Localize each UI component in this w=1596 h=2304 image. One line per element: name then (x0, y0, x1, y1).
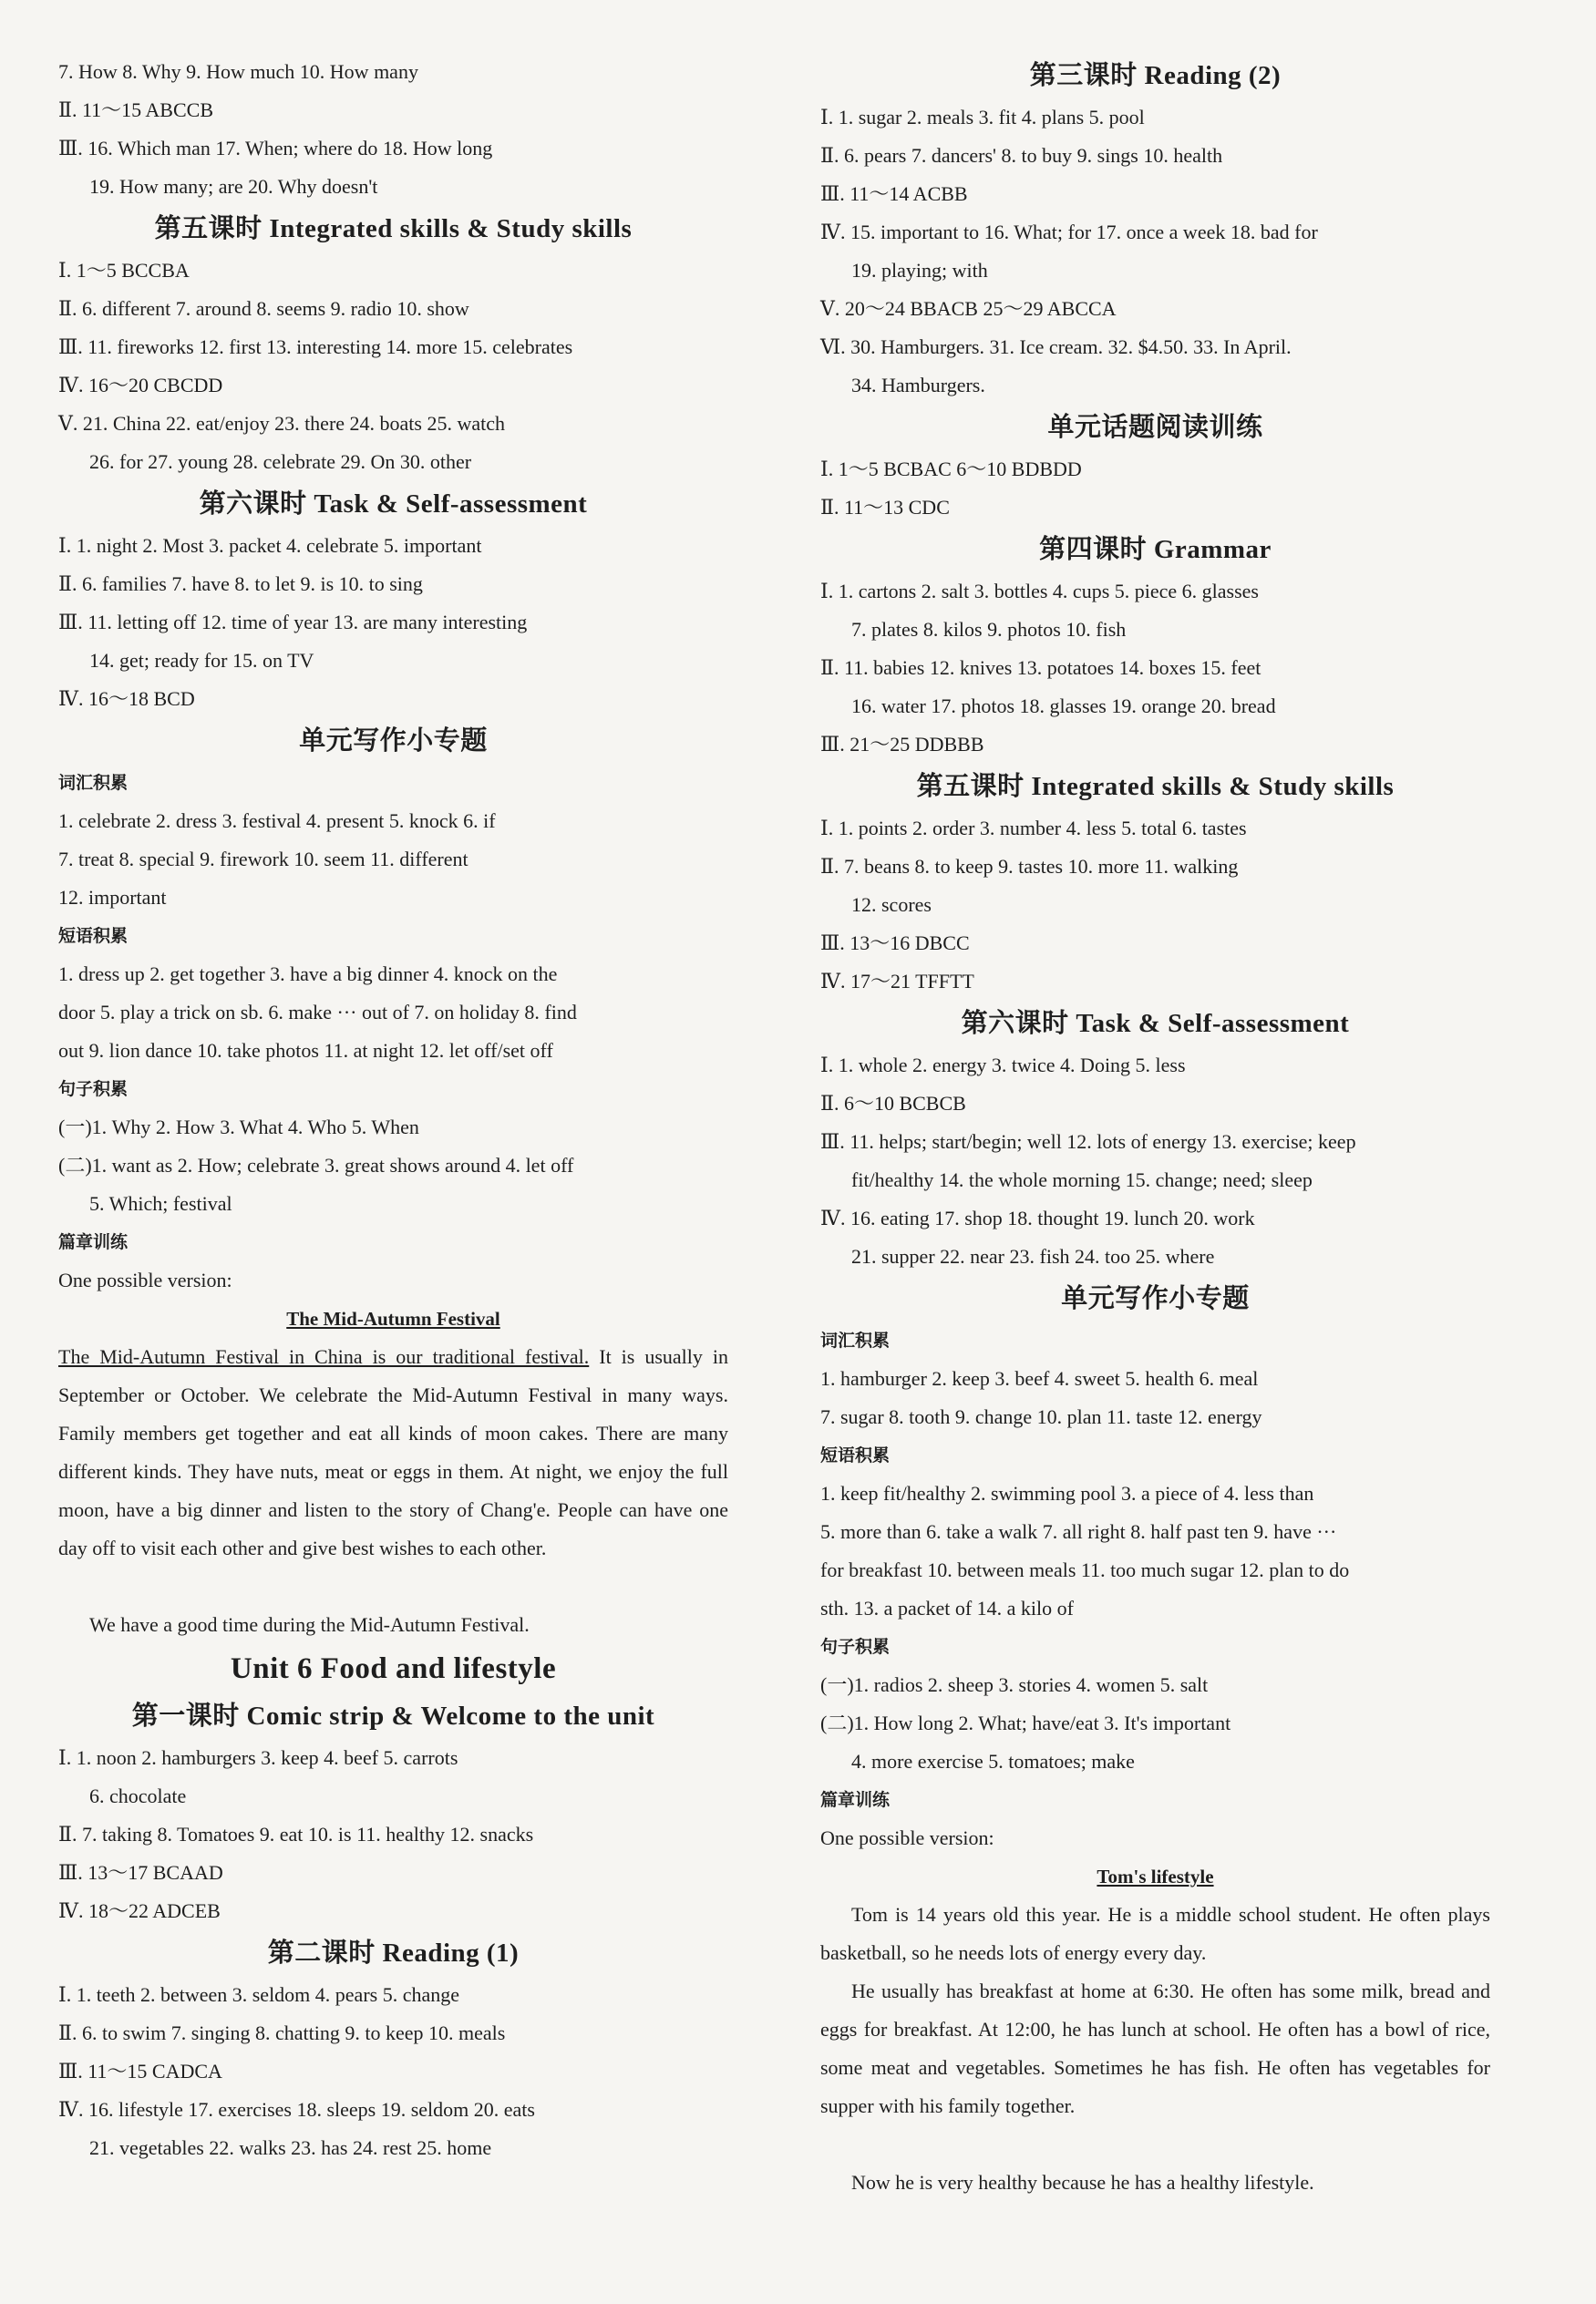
subsection-heading: 短语积累 (820, 1445, 891, 1466)
answer-line: 7. How 8. Why 9. How much 10. How many (58, 60, 418, 83)
answer-line: 7. sugar 8. tooth 9. change 10. plan 11. taste 12. energy (820, 1405, 1262, 1428)
answer-line: Ⅰ. 1. cartons 2. salt 3. bottles 4. cups 5. piece 6. glasses (820, 580, 1259, 602)
answer-line: 21. supper 22. near 23. fish 24. too 25. where (851, 1245, 1215, 1268)
answer-line: Ⅲ. 11. letting off 12. time of year 13. are many interesting (58, 611, 528, 633)
section-heading: 第三课时 Reading (2) (1029, 61, 1282, 90)
answer-line: Ⅱ. 11. babies 12. knives 13. potatoes 14. boxes 15. feet (820, 656, 1261, 679)
answer-line: 12. important (58, 886, 167, 909)
answer-line: 19. playing; with (851, 259, 988, 282)
answer-line: 21. vegetables 22. walks 23. has 24. rest 25. home (89, 2136, 492, 2159)
answer-line: 12. scores (851, 893, 932, 916)
essay-title: The Mid-Autumn Festival (286, 1308, 500, 1330)
answer-line: 6. chocolate (89, 1785, 187, 1807)
subsection-heading: 词汇积累 (58, 773, 129, 793)
answer-line: Ⅲ. 13～16 DBCC (820, 931, 970, 954)
answer-line: One possible version: (820, 1826, 994, 1849)
subsection-heading: 短语积累 (58, 926, 129, 946)
answer-line: (二)1. How long 2. What; have/eat 3. It's important (820, 1712, 1231, 1734)
essay-paragraph: Now he is very healthy because he has a healthy lifestyle. (851, 2171, 1314, 2194)
subsection-heading: 句子积累 (820, 1637, 891, 1657)
answer-line: sth. 13. a packet of 14. a kilo of (820, 1597, 1074, 1620)
answer-line: Ⅱ. 6. to swim 7. singing 8. chatting 9. to keep 10. meals (58, 2021, 506, 2044)
answer-line: Ⅲ. 11. fireworks 12. first 13. interesting 14. more 15. celebrates (58, 335, 573, 358)
section-heading: 第六课时 Task & Self-assessment (961, 1009, 1350, 1038)
answer-line: 7. treat 8. special 9. firework 10. seem 11. different (58, 848, 469, 870)
answer-line: Ⅳ. 16. lifestyle 17. exercises 18. sleeps 19. seldom 20. eats (58, 2098, 535, 2121)
answer-line: Ⅲ. 11～15 CADCA (58, 2060, 222, 2083)
left-column (58, 53, 728, 2167)
section-heading: 单元写作小专题 (1061, 1284, 1250, 1313)
essay-paragraph: Tom is 14 years old this year. He is a middle school student. He often plays basketball, so he needs lots of energy every day. (820, 1903, 1490, 1964)
section-heading: 第五课时 Integrated skills & Study skills (154, 214, 633, 243)
essay-paragraph: We have a good time during the Mid-Autumn Festival. (89, 1613, 530, 1636)
answer-line: (一)1. radios 2. sheep 3. stories 4. women 5. salt (820, 1673, 1209, 1696)
answer-line: 7. plates 8. kilos 9. photos 10. fish (851, 618, 1127, 641)
answer-line: Ⅳ. 17～21 TFFTT (820, 970, 974, 993)
answer-line: Ⅴ. 20～24 BBACB 25～29 ABCCA (820, 297, 1117, 320)
subsection-heading: 篇章训练 (820, 1790, 891, 1810)
answer-line: Ⅱ. 11～15 ABCCB (58, 98, 214, 121)
answer-line: 19. How many; are 20. Why doesn't (89, 175, 378, 198)
answer-line: Ⅱ. 6. families 7. have 8. to let 9. is 10. to sing (58, 572, 423, 595)
answer-line: Ⅳ. 16～18 BCD (58, 687, 195, 710)
answer-line: Ⅲ. 16. Which man 17. When; where do 18. How long (58, 137, 493, 159)
subsection-heading: 词汇积累 (820, 1331, 891, 1351)
answer-line: Ⅰ. 1. points 2. order 3. number 4. less 5. total 6. tastes (820, 817, 1247, 839)
answer-line: 1. keep fit/healthy 2. swimming pool 3. a piece of 4. less than (820, 1482, 1314, 1505)
answer-line: 1. celebrate 2. dress 3. festival 4. present 5. knock 6. if (58, 809, 496, 832)
section-heading: 第五课时 Integrated skills & Study skills (916, 772, 1395, 801)
answer-line: Ⅱ. 7. taking 8. Tomatoes 9. eat 10. is 11. healthy 12. snacks (58, 1823, 534, 1846)
answer-line: Ⅵ. 30. Hamburgers. 31. Ice cream. 32. $4.50. 33. In April. (820, 335, 1292, 358)
answer-line: fit/healthy 14. the whole morning 15. change; need; sleep (851, 1168, 1313, 1191)
essay-paragraph (58, 1338, 728, 1606)
section-heading: 第二课时 Reading (1) (267, 1939, 520, 1968)
subsection-heading: 篇章训练 (58, 1232, 129, 1252)
section-heading: 第四课时 Grammar (1039, 535, 1272, 564)
section-heading: 第六课时 Task & Self-assessment (199, 489, 588, 519)
answer-line: Ⅰ. 1. whole 2. energy 3. twice 4. Doing 5. less (820, 1054, 1186, 1076)
answer-line: Ⅳ. 15. important to 16. What; for 17. once a week 18. bad for (820, 221, 1318, 243)
answer-line: 34. Hamburgers. (851, 374, 985, 396)
underlined-sentence: The Mid-Autumn Festival in China is our traditional festival. (58, 1345, 590, 1368)
answer-line: Ⅰ. 1. teeth 2. between 3. seldom 4. pears 5. change (58, 1983, 459, 2006)
unit-heading: Unit 6 Food and lifestyle (230, 1652, 557, 1685)
answer-line: Ⅱ. 7. beans 8. to keep 9. tastes 10. more 11. walking (820, 855, 1239, 878)
answer-line: 5. more than 6. take a walk 7. all right 8. half past ten 9. have ··· (820, 1520, 1337, 1543)
answer-line: 1. dress up 2. get together 3. have a big dinner 4. knock on the (58, 962, 558, 985)
answer-line: (一)1. Why 2. How 3. What 4. Who 5. When (58, 1116, 419, 1138)
paragraph-text: It is usually in September or October. We celebrate the Mid-Autumn Festival in many ways. Family members get together and eat all kinds of moon cakes. There are many different kinds. They have nuts, meat or eggs in them. At night, we enjoy the full moon, have a big dinner and listen to the story of Chang'e. People can have one day off to visit each other and give best wishes to each other. (58, 1345, 728, 1559)
answer-line: Ⅰ. 1. sugar 2. meals 3. fit 4. plans 5. pool (820, 106, 1145, 129)
answer-line: Ⅲ. 13～17 BCAAD (58, 1861, 223, 1884)
answer-line: for breakfast 10. between meals 11. too much sugar 12. plan to do (820, 1558, 1350, 1581)
answer-line: Ⅳ. 16～20 CBCDD (58, 374, 223, 396)
answer-line: Ⅲ. 11～14 ACBB (820, 182, 968, 205)
answer-line: 4. more exercise 5. tomatoes; make (851, 1750, 1135, 1773)
section-heading: 第一课时 Comic strip & Welcome to the unit (131, 1702, 655, 1731)
answer-line: 1. hamburger 2. keep 3. beef 4. sweet 5. health 6. meal (820, 1367, 1259, 1390)
answer-line: Ⅱ. 6. pears 7. dancers' 8. to buy 9. sings 10. health (820, 144, 1223, 167)
section-heading: 单元写作小专题 (299, 726, 488, 756)
section-heading: 单元话题阅读训练 (1047, 413, 1263, 442)
essay-title: Tom's lifestyle (1097, 1866, 1214, 1887)
answer-line: Ⅴ. 21. China 22. eat/enjoy 23. there 24. boats 25. watch (58, 412, 506, 435)
answer-line: Ⅰ. 1～5 BCBAC 6～10 BDBDD (820, 458, 1082, 480)
answer-line: (二)1. want as 2. How; celebrate 3. great shows around 4. let off (58, 1154, 574, 1177)
right-column (820, 53, 1490, 2202)
answer-line: 14. get; ready for 15. on TV (89, 649, 314, 672)
answer-line: 16. water 17. photos 18. glasses 19. orange 20. bread (851, 694, 1276, 717)
essay-paragraph: He usually has breakfast at home at 6:30. He often has some milk, bread and eggs for breakfast. At 12:00, he has lunch at school. He often has a bowl of rice, some meat and vegetables. Sometimes he has fish. He often has vegetables for supper with his family together. (820, 1980, 1490, 2117)
answer-line: Ⅰ. 1～5 BCCBA (58, 259, 190, 282)
answer-line: One possible version: (58, 1269, 232, 1291)
answer-line: Ⅱ. 11～13 CDC (820, 496, 950, 519)
answer-line: Ⅰ. 1. night 2. Most 3. packet 4. celebrate 5. important (58, 534, 482, 557)
answer-line: Ⅱ. 6. different 7. around 8. seems 9. radio 10. show (58, 297, 469, 320)
answer-line: Ⅲ. 21～25 DDBBB (820, 733, 984, 756)
answer-line: 5. Which; festival (89, 1192, 232, 1215)
subsection-heading: 句子积累 (58, 1079, 129, 1099)
answer-line: Ⅳ. 16. eating 17. shop 18. thought 19. lunch 20. work (820, 1207, 1255, 1229)
answer-line: Ⅲ. 11. helps; start/begin; well 12. lots of energy 13. exercise; keep (820, 1130, 1356, 1153)
answer-line: Ⅱ. 6～10 BCBCB (820, 1092, 966, 1115)
answer-line: 26. for 27. young 28. celebrate 29. On 30. other (89, 450, 472, 473)
answer-line: Ⅰ. 1. noon 2. hamburgers 3. keep 4. beef 5. carrots (58, 1746, 458, 1769)
answer-line: out 9. lion dance 10. take photos 11. at night 12. let off/set off (58, 1039, 553, 1062)
answer-line: door 5. play a trick on sb. 6. make ··· out of 7. on holiday 8. find (58, 1001, 577, 1023)
answer-line: Ⅳ. 18～22 ADCEB (58, 1899, 221, 1922)
